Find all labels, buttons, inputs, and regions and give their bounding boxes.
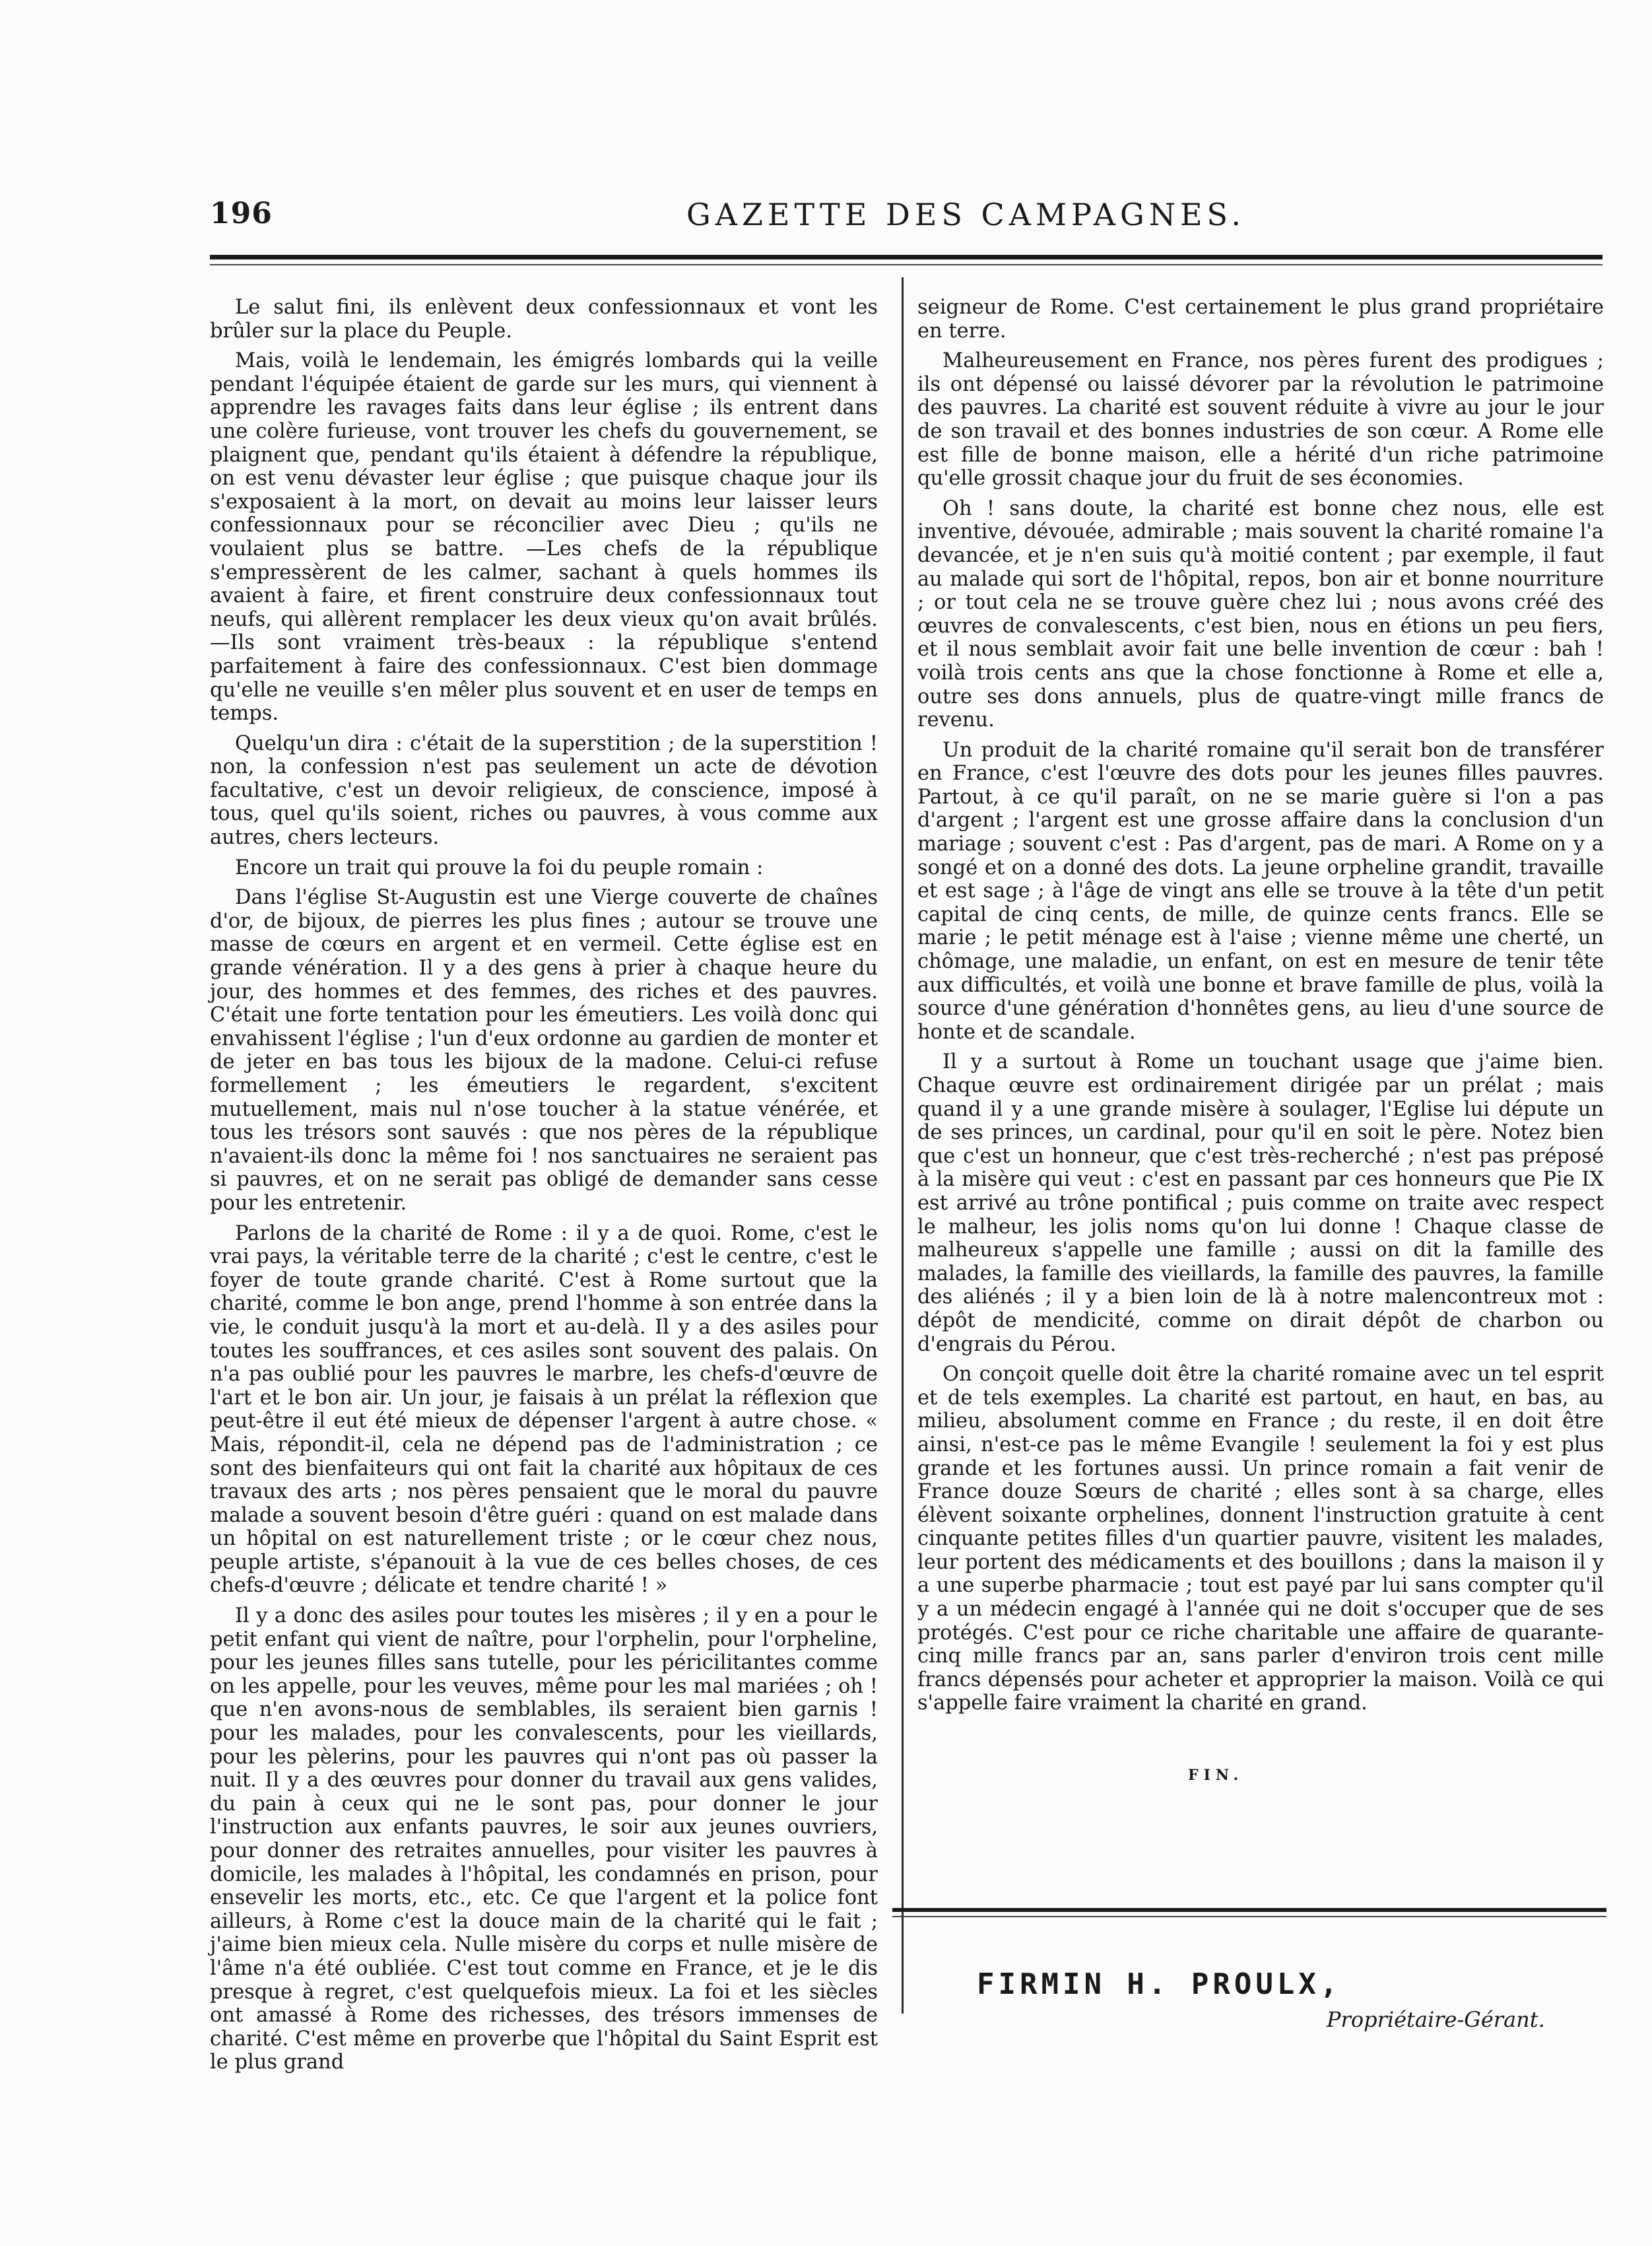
paragraph: Quelqu'un dira : c'était de la superstition ; de la superstition ! non, la confession n'est pas seulement un acte de dévotion facultative, c'est un devoir religieux, de conscience, imposé à tous, quel qu'ils soient, riches ou pauvres, à vous comme aux autres, chers lecteurs. bbox=[210, 732, 878, 850]
footer-rule bbox=[892, 1908, 1606, 1912]
paragraph: Parlons de la charité de Rome : il y a de quoi. Rome, c'est le vrai pays, la véritable terre de la charité ; c'est le centre, c'est le foyer de toute grande charité. C'est à Rome surtout que la charité, comme le bon ange, prend l'homme à son entrée dans la vie, le conduit jusqu'à la mort et au-delà. Il y a des asiles pour toutes les souffrances, et ces asiles sont souvent des palais. On n'a pas oublié pour les pauvres le marbre, les chefs-d'œuvre de l'art et le bon air. Un jour, je faisais à un prélat la réflexion que peut-être il eut été mieux de dépenser l'argent à autre chose. « Mais, répondit-il, cela ne dépend pas de l'administration ; ce sont des bienfaiteurs qui ont fait la charité aux hôpitaux de ces travaux des arts ; nos pères pensaient que le moral du pauvre malade a souvent besoin d'être guéri : quand on est malade dans un hôpital on est naturellement triste ; or le cœur chez nous, peuple artiste, s'épanouit à la vue de ces belles choses, de ces chefs-d'œuvre ; délicate et tendre charité ! » bbox=[210, 1221, 878, 1598]
paragraph: seigneur de Rome. C'est certainement le plus grand propriétaire en terre. bbox=[917, 296, 1604, 343]
paragraph: Il y a surtout à Rome un touchant usage que j'aime bien. Chaque œuvre est ordinairement dirigée par un prélat ; mais quand il y a une grande misère à soulager, l'Eglise lui députe un de ses princes, un cardinal, pour qu'il en soit le père. Notez bien que c'est un honneur, que c'est très-recherché ; n'est pas préposé à la misère qui veut : c'est en passant par ces honneurs que Pie IX est arrivé au trône pontifical ; puis comme on traite avec respect le malheur, les jolis noms qu'on lui donne ! Chaque classe de malheureux s'appelle une famille ; aussi on dit la famille des malades, la famille des vieillards, la famille des pauvres, la famille des aliénés ; il y a bien loin de là à notre malencontreux mot : dépôt de mendicité, comme on dirait dépôt de charbon ou d'engrais du Pérou. bbox=[917, 1050, 1604, 1356]
paragraph: Encore un trait qui prouve la foi du peuple romain : bbox=[235, 856, 764, 879]
paragraph: Malheureusement en France, nos pères furent des prodigues ; ils ont dépensé ou laissé dévorer par la révolution le patrimoine des pauvres. La charité est souvent réduite à vivre au jour le jour de son travail et des bonnes industries de son cœur. A Rome elle est fille de bonne maison, elle a hérité d'un riche patrimoine qu'elle grossit chaque jour du fruit de ses économies. bbox=[917, 349, 1604, 491]
paragraph: On conçoit quelle doit être la charité romaine avec un tel esprit et de tels exemples. La charité est partout, en haut, en bas, au milieu, absolument comme en France ; du reste, il en doit être ainsi, n'est-ce pas le même Evangile ! seulement la foi y est plus grande et les fortunes aussi. Un prince romain a fait venir de France douze Sœurs de charité ; elles sont à sa charge, elles élèvent soixante orphelines, donnent l'instruction gratuite à cent cinquante petites filles d'un quartier pauvre, visitent les malades, leur portent des médicaments et des bouillons ; dans la maison il y a une superbe pharmacie ; tout est payé par lui sans compter qu'il y a un médecin engagé à l'année qui ne doit s'occuper que de ses protégés. C'est pour ce riche charitable une affaire de quarante-cinq mille francs par an, sans parler d'environ trois cent mille francs dépensés pour acheter et approprier la maison. Voilà ce qui s'appelle faire vraiment la charité en grand. bbox=[917, 1363, 1604, 1715]
left-column bbox=[210, 296, 878, 2081]
paragraph: Un produit de la charité romaine qu'il serait bon de transférer en France, c'est l'œuvre des dots pour les jeunes filles pauvres. Partout, à ce qu'il paraît, on ne se marie guère si l'on a pas d'argent ; l'argent est une grosse affaire dans la conclusion d'un mariage ; souvent c'est : Pas d'argent, pas de mari. A Rome on y a songé et on a donné des dots. La jeune orpheline grandit, travaille et est sage ; à l'âge de vingt ans elle se trouve à la tête d'un petit capital de cinq cents, de mille, de quinze cents francs. Elle se marie ; le petit ménage est à l'aise ; vienne même une cherté, un chômage, une maladie, un enfant, on est en mesure de tenir tête aux difficultés, et voilà une bonne et brave famille de plus, voilà la source d'une génération d'honnêtes gens, au lieu d'une source de honte et de scandale. bbox=[917, 738, 1604, 1044]
page-number: 196 bbox=[210, 197, 273, 230]
paragraph: Mais, voilà le lendemain, les émigrés lombards qui la veille pendant l'équipée étaient de garde sur les murs, qui viennent à apprendre les ravages faits dans leur église ; ils entrent dans une colère furieuse, vont trouver les chefs du gouvernement, se plaignent que, pendant qu'ils étaient à défendre la république, on est venu dévaster leur église ; que puisque chaque jour ils s'exposaient à la mort, on devait au moins leur laisser leurs confessionnaux pour se réconcilier avec Dieu ; qu'ils ne voulaient plus se battre. —Les chefs de la république s'empressèrent de les calmer, sachant à quels hommes ils avaient à faire, et firent construire deux confessionnaux tout neufs, qui allèrent remplacer les deux vieux qu'on avait brûlés. —Ils sont vraiment très-beaux : la république s'entend parfaitement à faire des confessionnaux. C'est bien dommage qu'elle ne veuille s'en mêler plus souvent et en user de temps en temps. bbox=[210, 349, 878, 726]
footer-rule-thin bbox=[892, 1916, 1606, 1917]
column-divider bbox=[902, 277, 904, 2014]
masthead-title: GAZETTE DES CAMPAGNES. bbox=[686, 197, 1246, 232]
header-rule bbox=[210, 255, 1602, 259]
proprietor-name: FIRMIN H. PROULX, bbox=[977, 1967, 1342, 2001]
paragraph: Dans l'église St-Augustin est une Vierge couverte de chaînes d'or, de bijoux, de pierres les plus fines ; autour se trouve une masse de cœurs en argent et en vermeil. Cette église est en grande vénération. Il y a des gens à prier à chaque heure du jour, des hommes et des femmes, des riches et des pauvres. C'était une forte tentation pour les émeutiers. Les voilà donc qui envahissent l'église ; l'un d'eux ordonne au gardien de monter et de jeter en bas tous les bijoux de la madone. Celui-ci refuse formellement ; les émeutiers le regardent, s'excitent mutuellement, mais nul n'ose toucher à la statue vénérée, et tous les trésors sont sauvés : que nos pères de la république n'avaient-ils donc la même foi ! nos sanctuaires ne seraient pas si pauvres, et on ne serait pas obligé de demander sans cesse pour les entretenir. bbox=[210, 886, 878, 1215]
paragraph: Il y a donc des asiles pour toutes les misères ; il y en a pour le petit enfant qui vient de naître, pour l'orphelin, pour l'orpheline, pour les jeunes filles sans tutelle, pour les péricilitantes comme on les appelle, pour les veuves, même pour les mal mariées ; oh ! que n'en avons-nous de semblables, ils seraient bien garnis ! pour les malades, pour les convalescents, pour les vieillards, pour les pèlerins, pour les pauvres qui n'ont pas où passer la nuit. Il y a des œuvres pour donner du travail aux gens valides, du pain à ceux qui ne le sont pas, pour donner le jour l'instruction aux enfants pauvres, le soir aux jeunes ouvriers, pour donner des retraites annuelles, pour visiter les pauvres à domicile, les malades à l'hôpital, les condamnés en prison, pour ensevelir les morts, etc., etc. Ce que l'argent et la police font ailleurs, à Rome c'est la douce main de la charité qui le fait ; j'aime bien mieux cela. Nulle misère du corps et nulle misère de l'âme n'a été oubliée. C'est tout comme en France, et je le dis presque à regret, c'est quelquefois mieux. La foi et les siècles ont amassé à Rome des richesses, des trésors immenses de charité. C'est même en proverbe que l'hôpital du Saint Esprit est le plus grand bbox=[210, 1604, 878, 2074]
paragraph: Le salut fini, ils enlèvent deux confessionnaux et vont les brûler sur la place du Peuple. bbox=[210, 296, 878, 343]
header-rule-thin bbox=[210, 264, 1602, 265]
proprietor-role: Propriétaire-Gérant. bbox=[1327, 2007, 1545, 2032]
paragraph: Oh ! sans doute, la charité est bonne chez nous, elle est inventive, dévouée, admirable ; mais souvent la charité romaine l'a devancée, et je n'en suis qu'à moitié content ; par exemple, il faut au malade qui sort de l'hôpital, repos, bon air et bonne nourriture ; or tout cela ne se trouve guère chez lui ; nous avons créé des œuvres de convalescents, c'est bien, nous en étions un peu fiers, et il nous semblait avoir fait une belle invention de cœur : bah ! voilà trois cents ans que la chose fonctionne à Rome et elle a, outre ses dons annuels, plus de quatre-vingt mille francs de revenu. bbox=[917, 496, 1604, 732]
right-column bbox=[917, 296, 1604, 1722]
fin-label: FIN. bbox=[1188, 1767, 1244, 1784]
